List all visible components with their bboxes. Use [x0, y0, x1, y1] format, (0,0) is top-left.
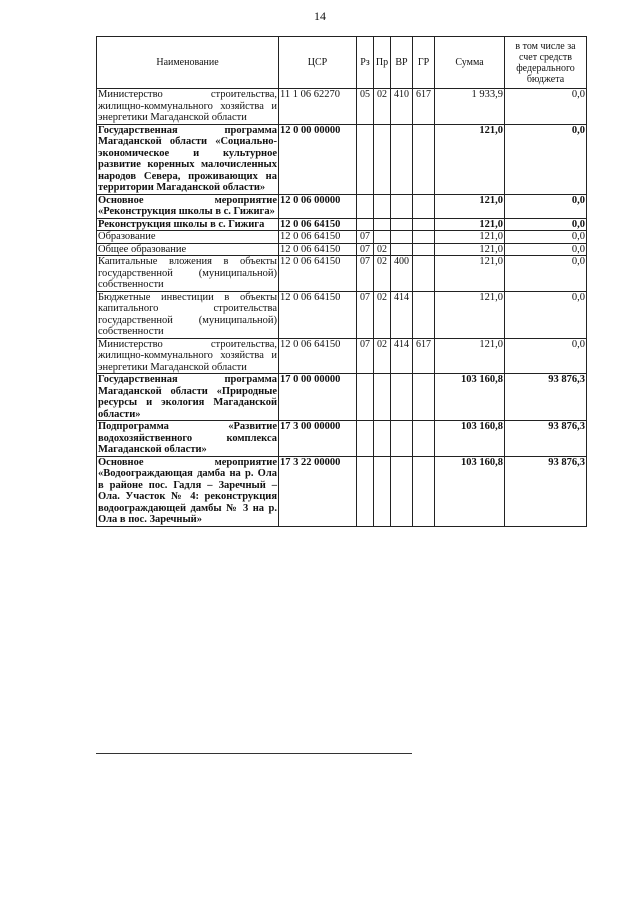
- cell-vr: [391, 374, 413, 421]
- cell-sum: 121,0: [435, 231, 505, 244]
- table-row: [97, 124, 587, 194]
- cell-vr: [391, 456, 413, 526]
- cell-federal: 0,0: [505, 291, 587, 338]
- cell-gr: 617: [413, 89, 435, 125]
- header-rz: Рз: [357, 37, 374, 89]
- cell-federal: 0,0: [505, 218, 587, 231]
- cell-gr: [413, 374, 435, 421]
- cell-pr: [374, 421, 391, 457]
- cell-name: Государственная программа Магаданской области «Природные ресурсы и экология Магаданской области»: [98, 374, 277, 420]
- cell-rz: [357, 124, 374, 194]
- cell-csr: 12 0 06 64150: [279, 291, 357, 338]
- table-body: [97, 89, 587, 527]
- cell-federal: 0,0: [505, 89, 587, 125]
- cell-name: Реконструкция школы в с. Гижига: [97, 218, 279, 231]
- cell-gr: [413, 291, 435, 338]
- cell-gr: 617: [413, 338, 435, 374]
- footnote-separator-line: [96, 753, 412, 754]
- cell-pr: [374, 456, 391, 526]
- cell-pr: [374, 124, 391, 194]
- table-row: [97, 218, 587, 231]
- cell-csr: 12 0 00 00000: [279, 124, 357, 194]
- cell-vr: 414: [391, 291, 413, 338]
- cell-vr: [391, 231, 413, 244]
- cell-vr: [391, 243, 413, 256]
- cell-csr: 12 0 06 64150: [279, 243, 357, 256]
- cell-rz: 07: [357, 338, 374, 374]
- cell-sum: 121,0: [435, 194, 505, 218]
- cell-name: Министерство строительства, жилищно-коммунального хозяйства и энергетики Магаданской области: [98, 338, 277, 373]
- cell-rz: 07: [357, 231, 374, 244]
- page-number: 14: [314, 9, 326, 23]
- cell-gr: [413, 421, 435, 457]
- cell-sum: 103 160,8: [435, 421, 505, 457]
- cell-gr: [413, 194, 435, 218]
- cell-csr: 12 0 06 64150: [279, 218, 357, 231]
- cell-name: Основное мероприятие «Водоограждающая дамба на р. Ола в районе пос. Гадля – Заречный – Ола. Участок № 4: реконструкция водоограждающей дамбы № 3 на р. Ола в пос. Заречный»: [98, 456, 277, 525]
- cell-pr: 02: [374, 338, 391, 374]
- cell-pr: [374, 218, 391, 231]
- cell-sum: 121,0: [435, 291, 505, 338]
- cell-vr: 400: [391, 256, 413, 292]
- cell-rz: [357, 194, 374, 218]
- table-row: [97, 256, 587, 292]
- cell-pr: [374, 231, 391, 244]
- cell-pr: 02: [374, 256, 391, 292]
- cell-vr: [391, 218, 413, 231]
- cell-gr: [413, 124, 435, 194]
- cell-gr: [413, 218, 435, 231]
- header-sum: Сумма: [435, 37, 505, 89]
- cell-sum: 121,0: [435, 124, 505, 194]
- cell-pr: 02: [374, 291, 391, 338]
- cell-sum: 121,0: [435, 338, 505, 374]
- table-row: [97, 338, 587, 374]
- cell-sum: 103 160,8: [435, 374, 505, 421]
- cell-rz: [357, 218, 374, 231]
- cell-rz: 05: [357, 89, 374, 125]
- cell-rz: 07: [357, 291, 374, 338]
- cell-federal: 0,0: [505, 231, 587, 244]
- cell-csr: 12 0 06 64150: [279, 338, 357, 374]
- cell-sum: 121,0: [435, 243, 505, 256]
- cell-rz: 07: [357, 243, 374, 256]
- cell-federal: 0,0: [505, 243, 587, 256]
- cell-csr: 11 1 06 62270: [279, 89, 357, 125]
- cell-federal: 0,0: [505, 256, 587, 292]
- cell-csr: 12 0 06 64150: [279, 231, 357, 244]
- header-csr: ЦСР: [279, 37, 357, 89]
- cell-gr: [413, 231, 435, 244]
- budget-table: [96, 36, 587, 527]
- header-vr: ВР: [391, 37, 413, 89]
- cell-csr: 17 3 22 00000: [279, 456, 357, 526]
- cell-vr: [391, 194, 413, 218]
- cell-sum: 1 933,9: [435, 89, 505, 125]
- cell-name: Государственная программа Магаданской области «Социально-экономическое и культурное развитие коренных малочисленных народов Севера, проживающих на территории Магаданской области»: [98, 124, 277, 193]
- table-row: [97, 421, 587, 457]
- cell-csr: 12 0 06 64150: [279, 256, 357, 292]
- header-pr: Пр: [374, 37, 391, 89]
- cell-gr: [413, 456, 435, 526]
- table-row: [97, 374, 587, 421]
- table-row: [97, 231, 587, 244]
- cell-vr: 410: [391, 89, 413, 125]
- cell-csr: 12 0 06 00000: [279, 194, 357, 218]
- table-row: [97, 291, 587, 338]
- cell-vr: [391, 421, 413, 457]
- cell-federal: 93 876,3: [505, 421, 587, 457]
- table-row: [97, 243, 587, 256]
- table-row: [97, 456, 587, 526]
- cell-rz: [357, 456, 374, 526]
- cell-vr: [391, 124, 413, 194]
- cell-csr: 17 3 00 00000: [279, 421, 357, 457]
- cell-federal: 93 876,3: [505, 374, 587, 421]
- header-gr: ГР: [413, 37, 435, 89]
- cell-name: Образование: [97, 231, 279, 244]
- cell-pr: [374, 194, 391, 218]
- table-header-row: [97, 37, 587, 89]
- cell-gr: [413, 256, 435, 292]
- cell-name: Подпрограмма «Развитие водохозяйственного комплекса Магаданской области»: [98, 421, 277, 455]
- cell-sum: 121,0: [435, 218, 505, 231]
- cell-name: Капитальные вложения в объекты государственной (муниципальной) собственности: [98, 256, 277, 290]
- cell-pr: [374, 374, 391, 421]
- cell-rz: [357, 374, 374, 421]
- table-row: [97, 194, 587, 218]
- cell-federal: 0,0: [505, 338, 587, 374]
- cell-name: Основное мероприятие «Реконструкция школы в с. Гижига»: [98, 194, 277, 217]
- cell-name: Министерство строительства, жилищно-коммунального хозяйства и энергетики Магаданской области: [98, 89, 277, 123]
- cell-sum: 103 160,8: [435, 456, 505, 526]
- header-federal: в том числе за счет средств федерального бюджета: [505, 37, 587, 89]
- cell-name: Бюджетные инвестиции в объекты капитального строительства государственной (муниципальной) собственности: [98, 291, 277, 337]
- cell-sum: 121,0: [435, 256, 505, 292]
- header-name: Наименование: [97, 37, 279, 89]
- cell-name: Общее образование: [97, 243, 279, 256]
- cell-federal: 0,0: [505, 124, 587, 194]
- cell-vr: 414: [391, 338, 413, 374]
- table-row: [97, 89, 587, 125]
- cell-pr: 02: [374, 89, 391, 125]
- cell-pr: 02: [374, 243, 391, 256]
- cell-rz: [357, 421, 374, 457]
- cell-federal: 93 876,3: [505, 456, 587, 526]
- cell-federal: 0,0: [505, 194, 587, 218]
- cell-rz: 07: [357, 256, 374, 292]
- cell-csr: 17 0 00 00000: [279, 374, 357, 421]
- cell-gr: [413, 243, 435, 256]
